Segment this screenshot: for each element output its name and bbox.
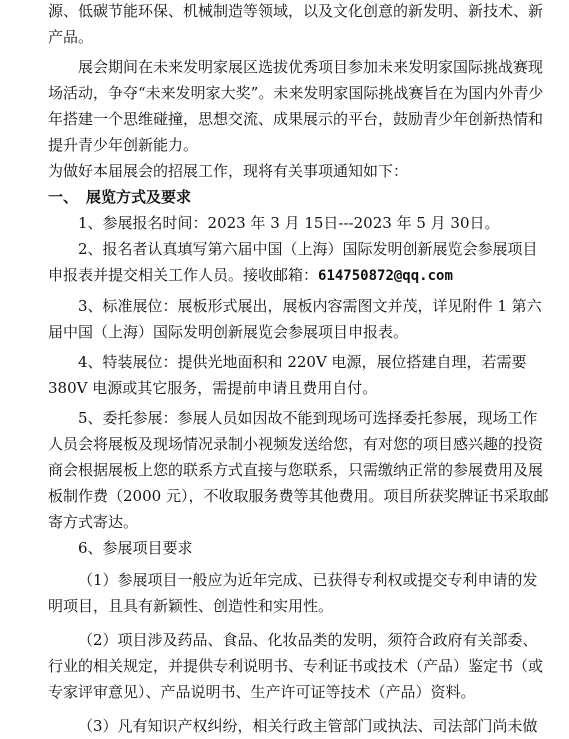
requirement-3: （3）凡有知识产权纠纷，相关行政主管部门或执法、司法部门尚未做 (78, 717, 538, 735)
section-title: 展览方式及要求 (86, 188, 192, 206)
item-project-requirements: 6、参展项目要求 (78, 539, 193, 557)
section-number: 一、 (48, 188, 79, 206)
item-entrusted-exhibition: 5、委托参展：参展人员如因故不能到现场可选择委托参展，现场工作人员会将展板及现场情况录制小视频发送给您，有对您的项目感兴趣的投资商会根据展板上您的联系方式直接与您联系，只需缴纳正常的参展费用及展板制作费（2000 元），不收取服务费等其他费用。项目所获奖牌证书采取邮寄方式寄达。 (48, 409, 549, 531)
item-standard-booth: 3、标准展位：展板形式展出，展板内容需图文并茂，详见附件 1 第六届中国（上海）国际发明创新展览会参展项目申报表。 (48, 297, 542, 341)
email-address: 614750872@qq.com (318, 268, 453, 284)
requirement-1: （1）参展项目一般应为近年完成、已获得专利权或提交专利申请的发明项目，且具有新颖性、创造性和实用性。 (48, 571, 538, 615)
paragraph-notice: 为做好本届展会的招展工作，现将有关事项通知如下： (48, 162, 409, 180)
item-special-booth: 4、特装展位：提供光地面积和 220V 电源，展位搭建自理，若需要 380V 电源或其它服务，需提前申请且费用自付。 (48, 353, 527, 397)
paragraph-intro-continued: 源、低碳节能环保、机械制造等领域，以及文化创意的新发明、新技术、新产品。 (48, 2, 544, 46)
paragraph-future-inventor: 展会期间在未来发明家展区选拔优秀项目参加未来发明家国际挑战赛现场活动，争夺“未来发明家大奖”。未来发明家国际挑战赛旨在为国内外青少年搭建一个思维碰撞，思想交流、成果展示的平台，鼓励青少年创新热情和提升青少年创新能力。 (48, 58, 544, 154)
section-heading-1 (48, 184, 551, 210)
requirement-2: （2）项目涉及药品、食品、化妆品类的发明，须符合政府有关部委、行业的相关规定，并提供专利说明书、专利证书或技术（产品）鉴定书（或专家评审意见）、产品说明书、生产许可证等技术（产品）资料。 (48, 631, 544, 701)
item-application-form (48, 236, 551, 289)
item-application-text: 2、报名者认真填写第六届中国（上海）国际发明创新展览会参展项目申报表并提交相关工作人员。接收邮箱： (48, 240, 538, 284)
item-registration-time: 1、参展报名时间：2023 年 3 月 15日---2023 年 5 月 30日。 (78, 214, 500, 232)
